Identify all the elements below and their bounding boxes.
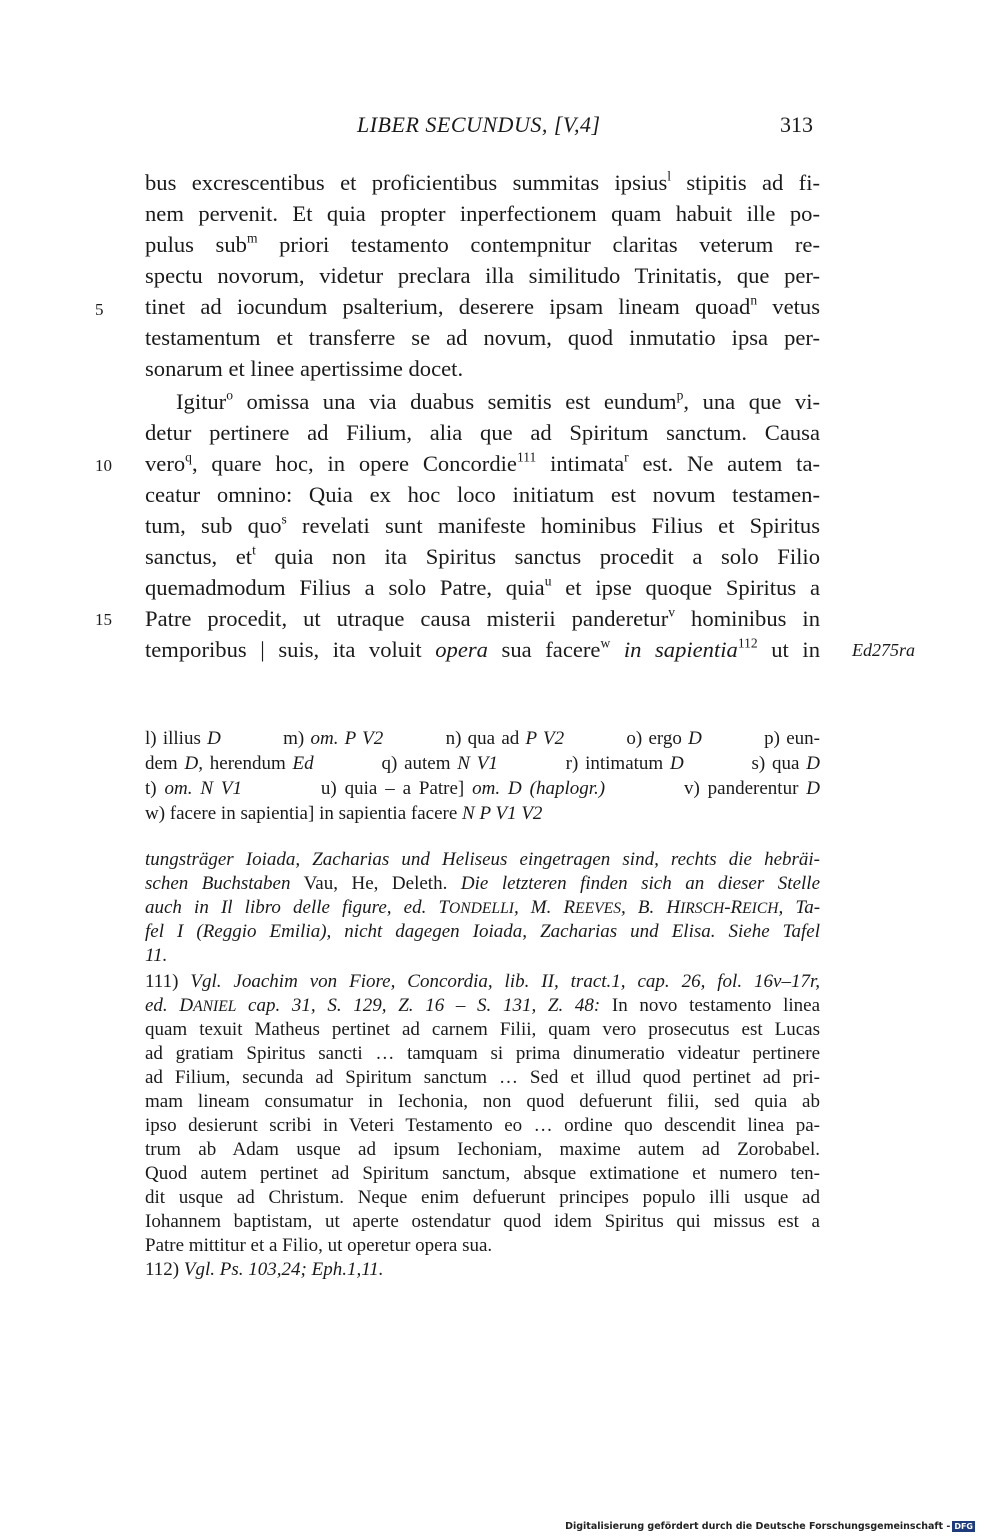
main-line: tinet ad iocundum psalterium, deserere ipsam lineam quoad$^n$ vetus bbox=[145, 292, 821, 319]
footnote-line: Iohannem baptistam, ut aperte ostendatur quod idem Spiritus qui missus est a bbox=[145, 1211, 820, 1232]
main-line: sanctus, $et^t$ quia non ita Spiritus sanctus procedit a solo Filio bbox=[145, 542, 820, 569]
footnote-line: dit usque ad Christum. Neque enim defuerunt principes populo illi usque ad bbox=[145, 1187, 820, 1208]
apparatus-line: l) illius D m) om. P V2 n) qua ad P V2 o) ergo D p) eun- bbox=[145, 728, 820, 749]
main-line: Igitur$^o$ omissa una via duabus semitis est eundum$^p$, una que vi- bbox=[176, 387, 820, 414]
main-line: bus excrescentibus et proficientibus summitas ipsius$^l$ stipitis ad fi- bbox=[145, 168, 820, 195]
footnote-line: auch in Il libro delle figure, ed. TONDELLI, M. REEVES, B. HIRSCH-REICH, Ta- bbox=[145, 897, 821, 918]
main-line: sonarum et linee apertissime docet. bbox=[145, 356, 464, 381]
footnote-line: 11. bbox=[145, 945, 168, 966]
footnote-line: trum ab Adam usque ad ipsum Iechoniam, maxime autem ad Zorobabel. bbox=[145, 1139, 820, 1160]
footnote-line: ad gratiam Spiritus sancti … tamquam si prima dinumeratio videatur pertinere bbox=[145, 1043, 820, 1064]
apparatus-line: dem D, herendum Ed q) autem N V1 r) intimatum D s) qua D bbox=[145, 753, 820, 774]
digitization-credit bbox=[565, 1521, 975, 1532]
footnote-line: quam texuit Matheus pertinet ad carnem Filii, quam vero prosecutus est Lucas bbox=[145, 1019, 820, 1040]
main-line: ceatur omnino: Quia ex hoc loco initiatum est novum testamen- bbox=[145, 482, 820, 507]
margin-siglum: Ed275ra bbox=[852, 640, 915, 660]
dfg-logo: DFG bbox=[954, 1522, 973, 1531]
line-number: 15 bbox=[95, 610, 112, 629]
line-number: 10 bbox=[95, 456, 112, 475]
footnote-line: ad Filium, secunda ad Spiritum sanctum … Sed et illud quod pertinet ad pri- bbox=[145, 1067, 820, 1088]
main-line: Patre procedit, ut utraque causa misterii panderetur$^v$ hominibus in bbox=[145, 604, 820, 631]
main-line: vero$^q$, quare hoc, in opere Concordie$^{111}$ intimata$^r$ est. Ne autem ta- bbox=[145, 449, 820, 476]
main-line: tum, sub quo$^s$ revelati sunt manifeste hominibus Filius et Spiritus bbox=[145, 511, 820, 538]
footnote-line: 112) Vgl. Ps. 103,24; Eph.1,11. bbox=[145, 1259, 384, 1280]
footnote-line: fel I (Reggio Emilia), nicht dagegen Ioiada, Zacharias und Elisa. Siehe Tafel bbox=[145, 921, 820, 942]
footnote-line: mam lineam consumatur in Iechonia, non quod defuerunt filii, sed quia ab bbox=[145, 1091, 820, 1112]
running-title: LIBER SECUNDUS, [V,4] bbox=[357, 112, 601, 137]
footnote-line: ed. DANIEL cap. 31, S. 129, Z. 16 – S. 131, Z. 48: In novo testamento linea bbox=[145, 995, 821, 1016]
footnote-line: schen Buchstaben Vau, He, Deleth. Die letzteren finden sich an dieser Stelle bbox=[145, 873, 820, 894]
credit-text: Digitalisierung gefördert durch die Deutsche Forschungsgemeinschaft - bbox=[565, 1521, 951, 1532]
main-line: nem pervenit. Et quia propter inperfectionem quam habuit ille po- bbox=[145, 201, 820, 226]
apparatus-line: w) facere in sapientia] in sapientia facere N P V1 V2 bbox=[145, 803, 543, 824]
main-line: detur pertinere ad Filium, alia que ad Spiritum sanctum. Causa bbox=[145, 420, 820, 445]
footnote-line: Patre mittitur et a Filio, ut operetur opera sua. bbox=[145, 1235, 493, 1256]
footnote-line: ipso desierunt scribi in Veteri Testamento eo … ordine quo descendit linea pa- bbox=[145, 1115, 820, 1136]
footnote-line: Quod autem pertinet ad Spiritum sanctum, absque extimatione et numero ten- bbox=[145, 1163, 820, 1184]
footnote-line: tungsträger Ioiada, Zacharias und Heliseus eingetragen sind, rechts die hebräi- bbox=[145, 849, 820, 870]
page-number: 313 bbox=[780, 112, 813, 137]
main-line: quemadmodum Filius a solo Patre, quia$^u$ et ipse quoque Spiritus a bbox=[145, 573, 820, 600]
line-number: 5 bbox=[95, 300, 104, 319]
main-line: testamentum et transferre se ad novum, quod inmutatio ipsa per- bbox=[145, 325, 820, 350]
main-line: pulus sub$^m$ priori testamento contempnitur claritas veterum re- bbox=[145, 230, 820, 257]
main-line: spectu novorum, videtur preclara illa similitudo Trinitatis, que per- bbox=[145, 263, 820, 288]
main-line: temporibus | suis, ita voluit opera sua facere$^w$ in sapientia$^{112}$ ut in bbox=[145, 635, 820, 662]
footnote-line: 111) Vgl. Joachim von Fiore, Concordia, lib. II, tract.1, cap. 26, fol. 16v–17r, bbox=[145, 971, 820, 992]
apparatus-line: t) om. N V1 u) quia – a Patre] om. D (haplogr.) v) panderentur D bbox=[145, 778, 821, 799]
